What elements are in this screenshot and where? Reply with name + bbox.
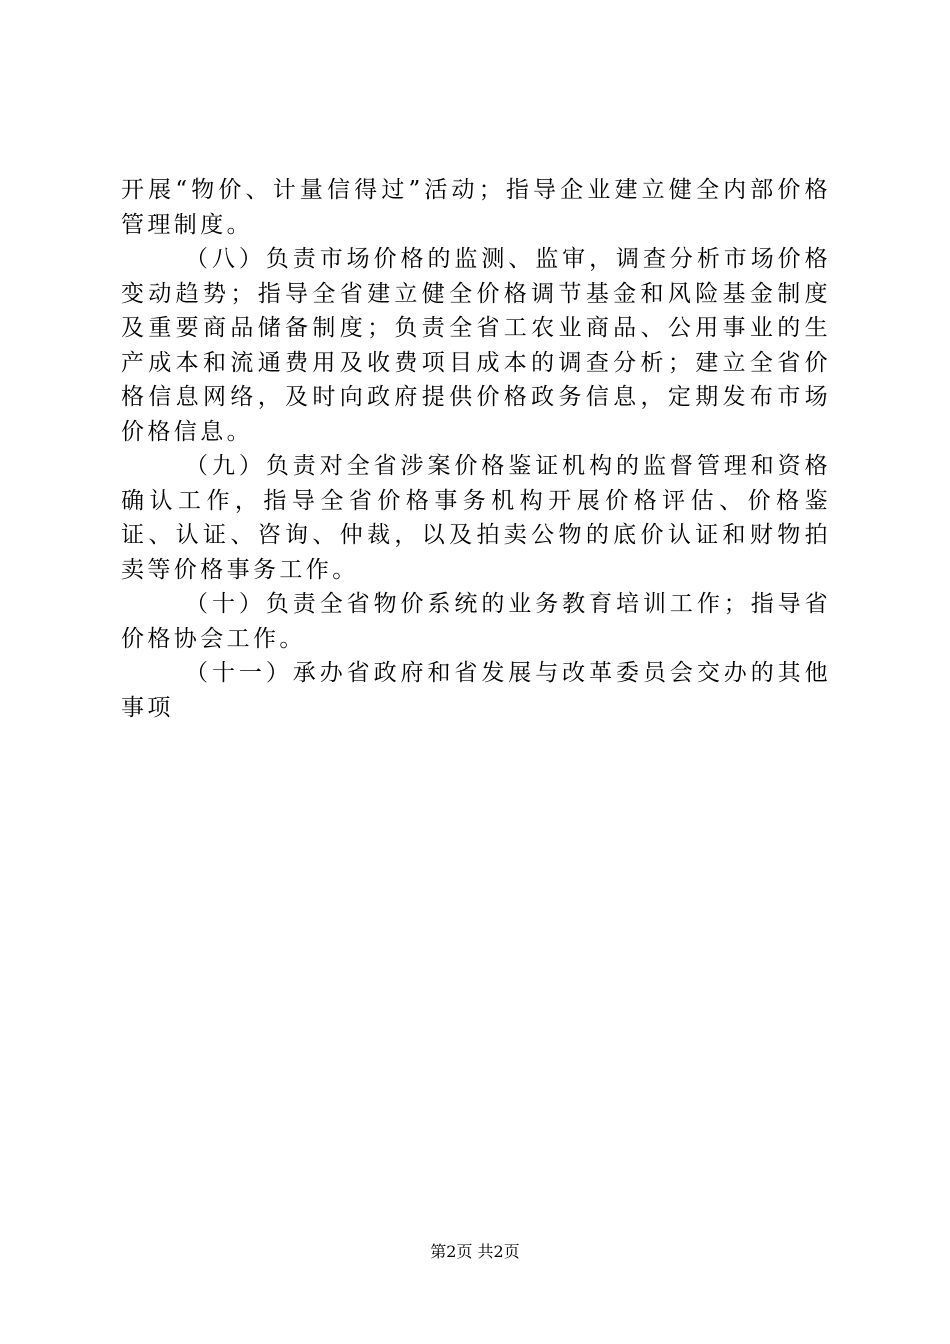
paragraph-intro: 开展“物价、计量信得过”活动；指导企业建立健全内部价格管理制度。 bbox=[121, 177, 831, 238]
document-body bbox=[121, 173, 831, 725]
page-number-footer: 第2页 共2页 bbox=[430, 1242, 520, 1261]
paragraph-item-8: （八）负责市场价格的监测、监审，调查分析市场价格变动趋势；指导全省建立健全价格调节基金和风险基金制度及重要商品储备制度；负责全省工农业商品、公用事业的生产成本和流通费用及收费项目成本的调查分析；建立全省价格信息网络，及时向政府提供价格政务信息，定期发布市场价格信息。 bbox=[121, 246, 831, 445]
paragraph-item-9: （九）负责对全省涉案价格鉴证机构的监督管理和资格确认工作，指导全省价格事务机构开展价格评估、价格鉴证、认证、咨询、仲裁，以及拍卖公物的底价认证和财物拍卖等价格事务工作。 bbox=[121, 453, 831, 583]
paragraph-item-10: （十）负责全省物价系统的业务教育培训工作；指导省价格协会工作。 bbox=[121, 591, 831, 652]
paragraph-item-11: （十一）承办省政府和省发展与改革委员会交办的其他事项 bbox=[121, 660, 831, 721]
